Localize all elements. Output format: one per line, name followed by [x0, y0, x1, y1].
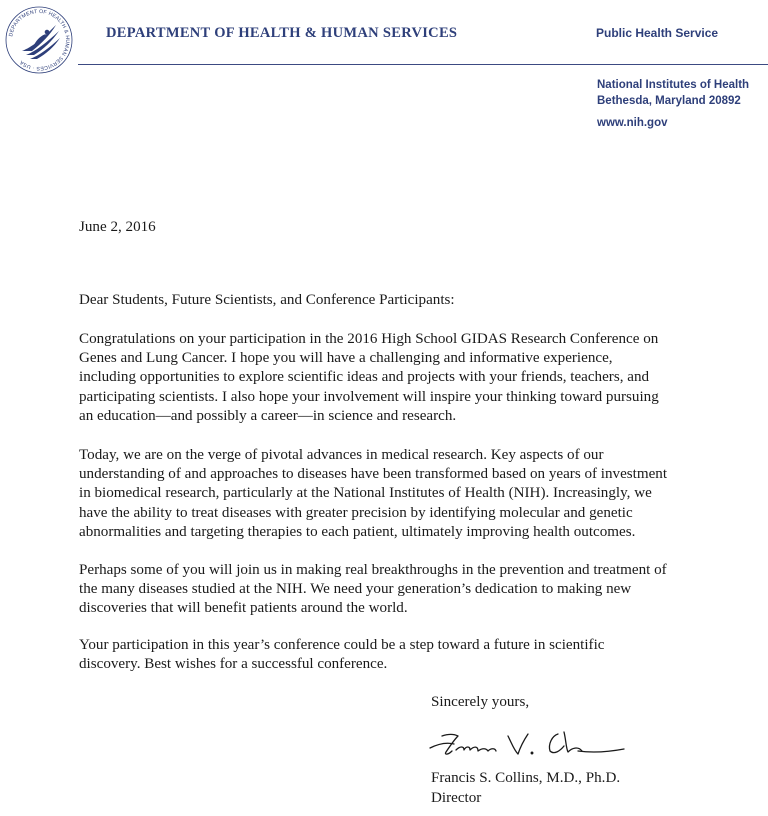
paragraph-line: the many diseases studied at the NIH. We need your generation’s dedication to making new	[79, 581, 632, 598]
paragraph-line: understanding of and approaches to diseases have been transformed based on years of investment	[79, 466, 668, 483]
paragraph-line: have the ability to treat diseases with greater precision by identifying molecular and genetic	[79, 504, 633, 521]
address-block	[597, 77, 749, 131]
paragraph-line: discoveries that will benefit patients around the world.	[79, 600, 408, 617]
city-line: Bethesda, Maryland 20892	[597, 95, 741, 107]
website-link[interactable]: www.nih.gov	[597, 117, 668, 129]
letter-date: June 2, 2016	[79, 219, 156, 235]
signer-title: Director	[431, 789, 482, 806]
letterhead-divider	[78, 64, 768, 65]
paragraph-line: Perhaps some of you will join us in making real breakthroughs in the prevention and treatment of	[79, 562, 667, 578]
svg-text:DEPARTMENT OF HEALTH & HUMAN S: DEPARTMENT OF HEALTH & HUMAN SERVICES · USA	[8, 8, 71, 72]
paragraph-3	[79, 561, 667, 619]
department-title: DEPARTMENT OF HEALTH & HUMAN SERVICES	[106, 25, 458, 41]
paragraph-line: Your participation in this year’s conference could be a step toward a future in scientific	[79, 637, 605, 653]
paragraph-line: participating scientists. I also hope your involvement will inspire your thinking toward pursuing	[79, 388, 659, 405]
paragraph-line: abnormalities and targeting therapies to each patient, ultimately improving health outcomes.	[79, 523, 636, 540]
paragraph-line: including opportunities to explore scientific ideas and projects with your friends, teachers, and	[79, 369, 650, 386]
signer-name: Francis S. Collins, M.D., Ph.D.	[431, 770, 621, 786]
paragraph-4	[79, 636, 604, 674]
paragraph-2	[79, 446, 667, 542]
paragraph-line: discovery. Best wishes for a successful conference.	[79, 656, 388, 673]
institution-name: National Institutes of Health	[597, 79, 750, 91]
handwritten-signature	[428, 724, 628, 760]
service-name: Public Health Service	[596, 26, 719, 40]
closing: Sincerely yours,	[431, 694, 530, 710]
paragraph-line: Congratulations on your participation in the 2016 High School GIDAS Research Conference on	[79, 331, 659, 347]
hhs-seal-logo	[4, 5, 74, 75]
paragraph-line: in biomedical research, particularly at the National Institutes of Health (NIH). Increasingly, we	[79, 485, 652, 502]
salutation: Dear Students, Future Scientists, and Conference Participants:	[79, 292, 455, 308]
paragraph-line: an education—and possibly a career—in science and research.	[79, 407, 457, 424]
paragraph-line: Today, we are on the verge of pivotal advances in medical research. Key aspects of our	[79, 447, 604, 463]
paragraph-line: Genes and Lung Cancer. I hope you will have a challenging and informative experience,	[79, 350, 613, 367]
paragraph-1	[79, 330, 659, 426]
signer-block	[431, 769, 620, 808]
